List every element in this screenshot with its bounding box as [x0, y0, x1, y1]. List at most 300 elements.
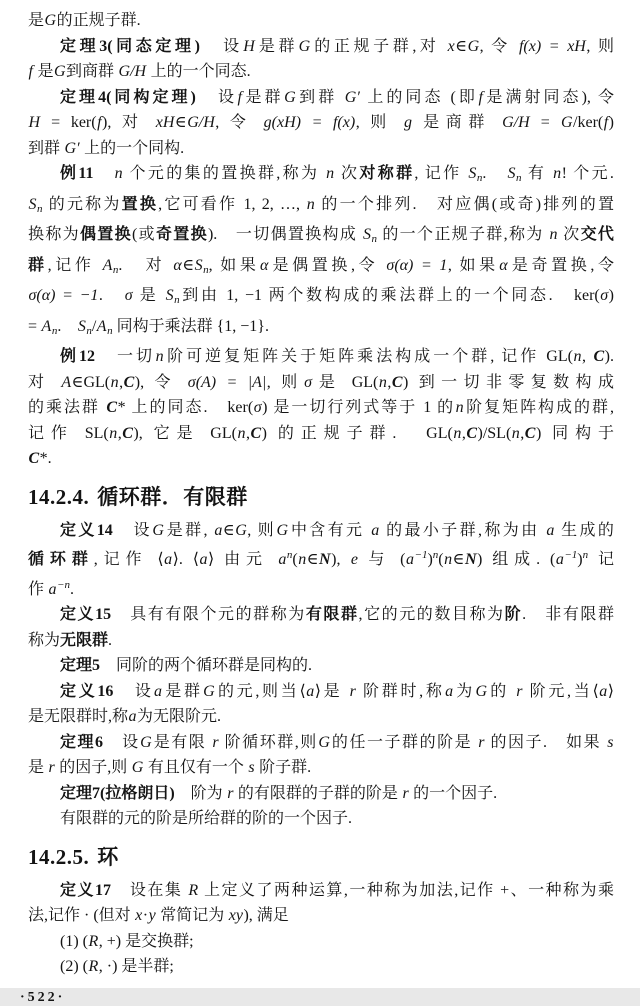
text-segment: 的一个因子.: [409, 784, 498, 802]
text-segment: .: [98, 287, 125, 304]
text-segment: 的: [487, 682, 516, 700]
text-segment: n: [516, 172, 522, 184]
text-segment: a: [445, 682, 454, 700]
text-segment: S: [28, 195, 37, 213]
text-segment: 是群: [255, 37, 299, 55]
text-segment: g(xH) = f(x): [263, 114, 356, 131]
text-segment: 是无限群时,称: [28, 708, 129, 725]
text-segment: R: [88, 958, 99, 975]
text-segment: −1: [414, 549, 428, 561]
text-line: [28, 192, 614, 223]
text-segment: 个元的集的置换群,称为: [123, 165, 326, 182]
text-segment: 有: [521, 165, 553, 182]
text-segment: 是: [28, 759, 49, 776]
text-segment: 称为: [28, 631, 61, 649]
text-segment: ). 一切偶置换构成: [207, 226, 363, 243]
text-segment: G: [44, 12, 57, 29]
bold-term: 群: [28, 256, 48, 274]
text-segment: 记作 SL(: [28, 424, 109, 442]
text-segment: ),: [331, 551, 351, 568]
text-segment: 是 GL(: [312, 373, 379, 391]
text-segment: n: [553, 165, 562, 182]
text-segment: G/H: [187, 114, 215, 131]
text-segment: n: [326, 165, 335, 182]
text-segment: ): [608, 114, 614, 131]
text-segment: ), 满足: [243, 907, 289, 924]
text-segment: ! 个元.: [561, 165, 614, 182]
text-segment: n: [298, 551, 307, 568]
text-line: [28, 903, 614, 929]
text-segment: 常简记为: [156, 907, 229, 924]
text-segment: ∈: [174, 114, 187, 131]
text-segment: C: [122, 424, 133, 442]
text-segment: r: [516, 682, 523, 700]
text-segment: r: [402, 784, 409, 802]
text-segment: G: [560, 114, 573, 131]
text-segment: 一切: [95, 348, 156, 365]
text-segment: 的元称为: [42, 195, 122, 213]
text-segment: r: [349, 682, 356, 700]
text-segment: a: [164, 551, 173, 568]
text-segment: H: [28, 114, 41, 131]
text-segment: C: [28, 450, 40, 467]
text-segment: n: [114, 165, 123, 182]
text-segment: C: [524, 424, 536, 442]
text-segment: 的有限群的子群的阶是: [233, 784, 402, 802]
text-line: [28, 110, 614, 136]
text-line: [28, 653, 614, 679]
text-segment: 的因子,则: [55, 759, 132, 776]
text-segment: s: [607, 733, 614, 751]
text-segment: ).: [604, 348, 614, 365]
text-segment: 记: [588, 551, 614, 568]
text-segment: −n: [57, 578, 70, 591]
text-segment: a: [199, 551, 208, 568]
text-segment: 阶循环群,则: [219, 733, 318, 751]
text-segment: 的乘法群: [28, 399, 106, 416]
text-segment: G: [318, 733, 330, 751]
text-segment: n: [371, 233, 378, 245]
text-segment: 是: [33, 63, 54, 80]
text-segment: A: [61, 373, 72, 391]
text-segment: n: [109, 424, 118, 442]
text-segment: ) 的正规子群. GL(: [261, 424, 453, 442]
text-segment: x: [447, 37, 455, 55]
text-segment: 阶群时,称: [356, 682, 445, 700]
text-segment: (: [292, 551, 298, 568]
text-line: [28, 573, 614, 603]
text-segment: ,记作: [47, 256, 103, 274]
text-segment: n: [286, 549, 293, 561]
text-segment: N: [464, 551, 477, 568]
text-line: [28, 602, 614, 628]
text-segment: S: [468, 165, 477, 182]
text-segment: ,: [520, 424, 525, 442]
text-segment: n: [51, 324, 58, 337]
text-segment: a: [154, 682, 163, 700]
text-segment: n: [110, 373, 119, 391]
text-segment: 同阶的两个循环群是同构的.: [100, 657, 313, 674]
text-segment: 是偶置换,令: [268, 256, 386, 274]
text-segment: ,: [245, 424, 250, 442]
text-line: [28, 518, 614, 544]
text-segment: ,: [117, 424, 122, 442]
bold-term: 定理5: [60, 657, 101, 674]
text-segment: , 令: [215, 114, 264, 131]
text-segment: , 则: [266, 373, 304, 391]
text-segment: 上的一个同构.: [80, 139, 185, 157]
text-segment: G′: [64, 139, 80, 157]
text-line: [28, 283, 614, 314]
text-segment: 中含有元: [288, 521, 371, 539]
text-segment: ·: [142, 907, 149, 924]
text-segment: S: [194, 256, 203, 274]
text-segment: f: [478, 88, 483, 106]
text-segment: )/SL(: [477, 424, 512, 442]
text-segment: (或: [131, 226, 156, 243]
text-line: [28, 446, 614, 472]
bold-term: 定义16: [60, 682, 114, 700]
text-segment: 设: [103, 733, 140, 751]
bold-term: 例11: [60, 165, 94, 182]
text-segment: (2) (: [60, 958, 88, 975]
text-segment: ∈: [182, 256, 195, 274]
section-heading: [28, 484, 614, 511]
text-segment: a: [599, 682, 608, 700]
text-segment: n: [511, 424, 520, 442]
text-segment: a: [214, 521, 223, 539]
text-segment: σ: [253, 399, 262, 416]
text-segment: 换称为: [28, 226, 80, 243]
text-segment: ): [608, 287, 614, 304]
text-segment: , 如果: [447, 256, 499, 274]
text-line: [28, 704, 614, 730]
text-segment: σ: [304, 373, 312, 391]
text-segment: .: [108, 631, 113, 649]
text-segment: f: [603, 114, 609, 131]
text-segment: ⟩ 由元: [208, 551, 278, 568]
text-segment: N: [319, 551, 331, 568]
text-segment: ∈: [452, 551, 465, 568]
section-number: 14.2.5.: [28, 844, 90, 869]
bold-term: 定义15: [60, 606, 112, 623]
bold-term: 例12: [60, 348, 96, 365]
text-segment: 次: [334, 165, 360, 182]
text-line: [28, 878, 614, 904]
text-segment: n: [37, 202, 43, 215]
text-segment: C: [593, 348, 605, 365]
text-segment: ∈GL(: [71, 373, 111, 391]
text-segment: *.: [39, 450, 52, 467]
text-segment: ∈: [222, 521, 235, 539]
text-segment: n: [112, 263, 119, 276]
text-segment: f(x) = xH: [518, 37, 586, 55]
text-segment: G: [53, 63, 66, 80]
text-segment: ∈: [306, 551, 319, 568]
text-segment: C: [250, 424, 262, 442]
text-segment: σ(α) = 1: [386, 256, 448, 274]
text-segment: a: [546, 521, 555, 539]
text-segment: ⟩: [607, 682, 614, 700]
text-segment: r: [478, 733, 485, 751]
text-segment: = ker(: [40, 114, 97, 131]
text-segment: , 则: [355, 114, 404, 131]
text-segment: f: [28, 63, 33, 80]
text-segment: n: [453, 424, 462, 442]
text-segment: 是有限: [152, 733, 212, 751]
text-segment: n: [432, 549, 439, 561]
text-line: [28, 161, 614, 192]
text-segment: 的正规子群,对: [310, 37, 448, 55]
text-segment: 有且仅有一个: [143, 759, 248, 776]
bold-term: 奇置换: [155, 226, 208, 243]
text-segment: g: [404, 114, 413, 131]
text-segment: G/H: [118, 63, 147, 80]
text-segment: 上的一个同态.: [146, 63, 251, 80]
text-segment: r: [48, 759, 55, 776]
text-segment: * 上的同态. ker(: [117, 399, 254, 416]
text-segment: , 记作: [414, 165, 468, 182]
text-line: [28, 929, 614, 955]
text-segment: S: [507, 165, 516, 182]
text-segment: α: [260, 256, 269, 274]
page-number: ·522·: [20, 989, 66, 1005]
text-segment: G: [298, 37, 311, 55]
text-segment: 是满射同态), 令: [483, 88, 614, 106]
text-segment: −1: [564, 549, 578, 561]
text-segment: 是: [28, 12, 45, 29]
text-segment: xH: [155, 114, 175, 131]
text-segment: , 如果: [208, 256, 260, 274]
text-segment: 的一个排列. 对应偶(或奇)排列的置: [315, 195, 614, 213]
text-segment: 阶子群.: [255, 759, 312, 776]
bold-term: 置换: [121, 195, 159, 213]
text-segment: 阶元,当⟨: [522, 682, 599, 700]
text-segment: 与 (: [358, 551, 406, 568]
text-segment: 到群: [296, 88, 345, 106]
text-segment: a: [555, 551, 564, 568]
text-segment: G: [276, 521, 289, 539]
bold-term: 无限群: [60, 631, 109, 649]
text-segment: n: [444, 551, 453, 568]
text-segment: ,: [387, 373, 392, 391]
text-line: [28, 370, 614, 396]
text-line: [28, 421, 614, 447]
text-segment: 是群,: [164, 521, 214, 539]
text-segment: 到群: [28, 139, 65, 157]
text-segment: G′: [344, 88, 360, 106]
text-segment: σ(A) = |A|: [187, 373, 267, 391]
text-segment: 具有有限个元的群称为: [111, 606, 306, 623]
text-segment: 到商群: [66, 63, 119, 80]
text-segment: 是: [133, 287, 166, 304]
text-segment: =: [530, 114, 561, 131]
text-segment: . 非有限群: [522, 606, 614, 623]
text-segment: 阶复矩阵构成的群,: [464, 399, 614, 416]
text-segment: , 则: [586, 37, 614, 55]
text-segment: r: [212, 733, 219, 751]
text-segment: 设: [195, 88, 237, 106]
text-segment: σ: [600, 287, 609, 304]
bold-term: 阶: [504, 606, 523, 623]
text-segment: /: [91, 317, 97, 335]
text-segment: f: [237, 88, 242, 106]
text-segment: n: [582, 549, 589, 561]
text-line: [28, 755, 614, 781]
bold-term: 定理3(同态定理): [60, 37, 200, 55]
text-segment: 作: [28, 580, 49, 598]
text-segment: H: [243, 37, 255, 55]
text-segment: A: [96, 317, 107, 335]
text-segment: ⟩是: [314, 682, 350, 700]
text-segment: 的任一子群的阶是: [330, 733, 478, 751]
text-segment: 的因子. 如果: [484, 733, 607, 751]
text-line: [28, 543, 614, 573]
text-segment: 次: [557, 226, 581, 243]
text-segment: ,记作 ⟨: [93, 551, 164, 568]
bold-term: 定理7(拉格朗日): [60, 784, 175, 802]
text-segment: ), 令: [134, 373, 188, 391]
text-segment: (1) (: [60, 932, 88, 950]
text-segment: ,它可看作 1, 2, …,: [158, 195, 307, 213]
text-segment: , 令: [479, 37, 519, 55]
text-segment: n: [237, 424, 246, 442]
text-segment: a: [371, 521, 380, 539]
text-line: [28, 59, 614, 85]
text-line: [28, 679, 614, 705]
text-segment: ) 组成. (: [477, 551, 556, 568]
text-segment: R: [88, 932, 99, 950]
text-segment: S: [363, 226, 372, 243]
text-segment: ), 对: [102, 114, 156, 131]
text-segment: n: [155, 348, 164, 365]
text-segment: 为: [453, 682, 475, 700]
text-segment: r: [227, 784, 234, 802]
text-segment: σ(α) = −1: [28, 287, 99, 304]
text-segment: a: [306, 682, 315, 700]
text-segment: , +) 是交换群;: [98, 932, 194, 950]
text-segment: 的一个正规子群,称为: [377, 226, 549, 243]
text-segment: G: [203, 682, 215, 700]
bold-term: 定理6: [60, 733, 104, 751]
text-segment: α: [499, 256, 508, 274]
text-segment: 阶为: [174, 784, 227, 802]
text-segment: 设: [199, 37, 243, 55]
text-segment: xy: [228, 907, 243, 924]
text-segment: e: [350, 551, 358, 568]
text-segment: n: [306, 195, 315, 213]
text-segment: /ker(: [573, 114, 604, 131]
text-segment: n: [378, 373, 387, 391]
text-segment: (: [438, 551, 444, 568]
text-segment: ∈: [455, 37, 468, 55]
section-heading: [28, 844, 614, 871]
text-line: [28, 781, 614, 807]
text-segment: C: [466, 424, 477, 442]
text-line: [28, 344, 614, 370]
text-segment: a: [406, 551, 415, 568]
text-segment: G: [235, 521, 247, 539]
text-segment: n: [455, 399, 464, 416]
text-segment: σ: [124, 287, 133, 304]
text-segment: 为无限阶元.: [137, 708, 222, 725]
text-segment: f: [97, 114, 102, 131]
bold-term: 偶置换: [79, 226, 132, 243]
text-line: [28, 222, 614, 253]
text-segment: 是奇置换,令: [508, 256, 614, 274]
text-segment: =: [28, 317, 42, 335]
text-segment: G: [131, 759, 144, 776]
text-segment: ,: [461, 424, 466, 442]
text-line: [28, 395, 614, 421]
text-segment: C: [391, 373, 403, 391]
text-segment: n: [476, 172, 483, 184]
text-segment: ): [577, 551, 583, 568]
text-segment: G/H: [502, 114, 530, 131]
text-segment: 到由 1, −1 两个数构成的乘法群上的一个同态. ker(: [179, 287, 600, 304]
text-segment: ), 它是 GL(: [133, 424, 237, 442]
text-segment: n: [549, 226, 558, 243]
text-segment: 是群: [242, 88, 284, 106]
text-segment: ⟩. ⟨: [172, 551, 199, 568]
text-segment: , ·) 是半群;: [98, 958, 174, 975]
text-segment: ,: [119, 373, 124, 391]
text-segment: n: [573, 348, 582, 365]
text-segment: 法,记作 · (但对: [28, 907, 135, 924]
section-title: 循环群．有限群: [97, 484, 248, 509]
text-segment: 的最小子群,称为由: [379, 521, 546, 539]
text-segment: , 则: [247, 521, 277, 539]
text-line: [28, 730, 614, 756]
text-line: [28, 314, 614, 345]
text-segment: G: [140, 733, 152, 751]
text-segment: . 对: [118, 256, 173, 274]
text-line: [28, 136, 614, 162]
text-segment: 对: [28, 373, 61, 391]
text-segment: 上定义了两种运算,一种称为加法,记作 +、一种称为乘: [198, 881, 614, 899]
text-segment: 上的同态 (即: [360, 88, 478, 106]
text-line: [28, 954, 614, 980]
text-segment: ) 是一切行列式等于 1 的: [262, 399, 456, 416]
text-segment: G: [475, 682, 488, 700]
text-segment: ,: [581, 348, 593, 365]
text-segment: 是群: [162, 682, 203, 700]
text-segment: n: [107, 324, 113, 337]
text-segment: s: [248, 759, 255, 776]
text-segment: a: [278, 551, 287, 568]
text-segment: .: [57, 317, 78, 335]
text-segment: G: [152, 521, 164, 539]
text-segment: 生成的: [554, 521, 614, 539]
text-segment: ): [427, 551, 433, 568]
text-segment: S: [165, 287, 174, 304]
text-segment: α: [173, 256, 182, 274]
text-segment: A: [41, 317, 52, 335]
text-segment: 是商群: [412, 114, 502, 131]
section-number: 14.2.4.: [28, 484, 90, 509]
bold-term: 交代: [580, 226, 614, 243]
text-segment: .: [482, 165, 508, 182]
text-line: [28, 628, 614, 654]
text-segment: C: [123, 373, 135, 391]
bold-term: 定理4(同构定理): [60, 88, 196, 106]
text-segment: ,它的元的数目称为: [358, 606, 505, 623]
text-segment: R: [188, 881, 199, 899]
section-title: 环: [97, 844, 119, 869]
bold-term: 定义14: [60, 521, 113, 539]
text-segment: 设在集: [110, 881, 188, 899]
text-segment: a: [48, 580, 57, 598]
